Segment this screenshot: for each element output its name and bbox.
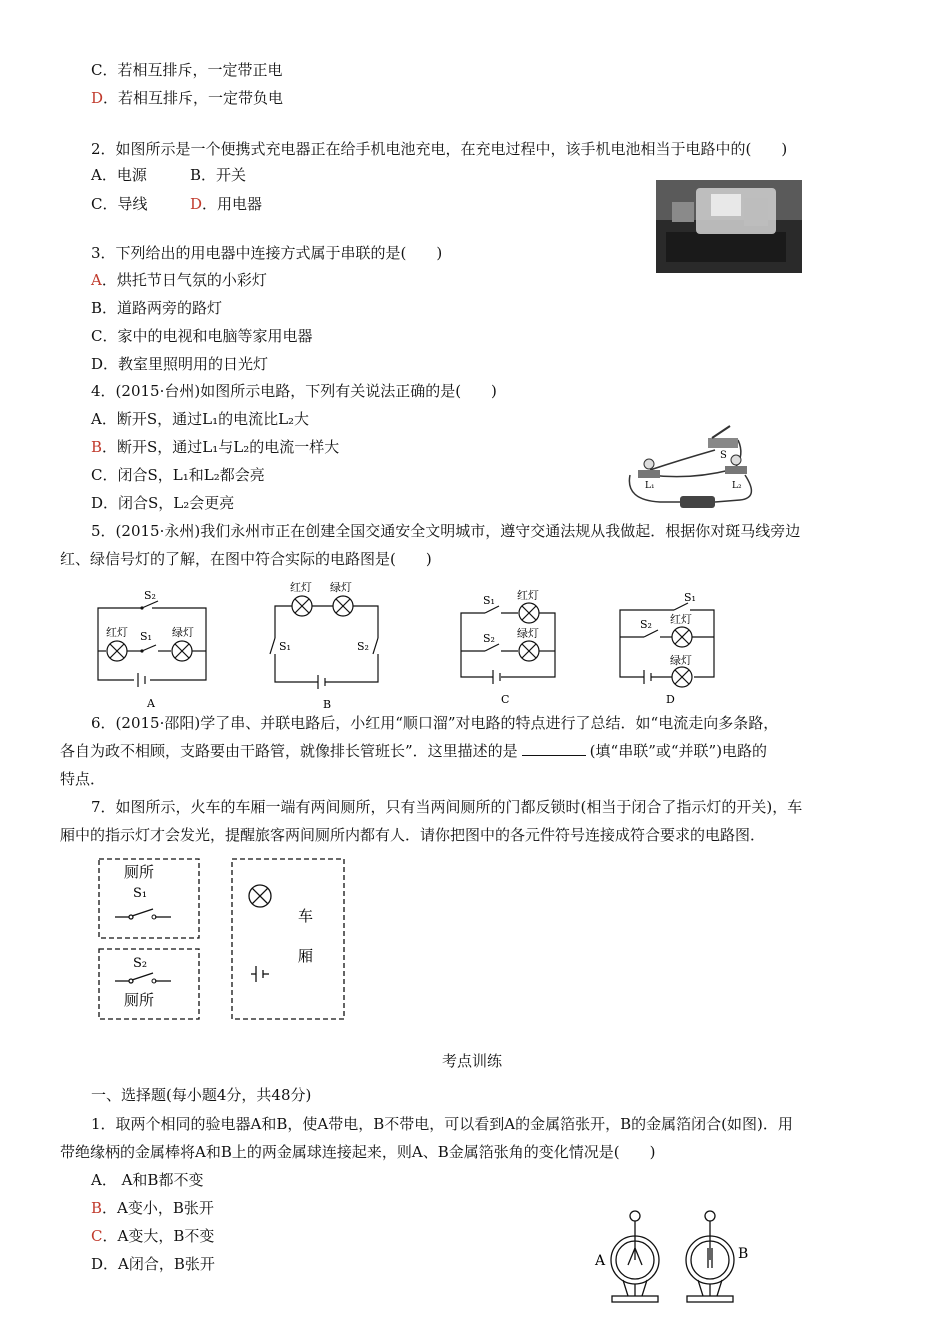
answer-blank[interactable] [522, 741, 586, 756]
question-6-line3: 特点． [60, 770, 106, 788]
carriage-label-2: 厢 [298, 947, 314, 965]
q3-option-d: D．教室里照明用的日光灯 [91, 355, 269, 373]
electroscope-figure [590, 1210, 765, 1310]
answer-letter: C [91, 1227, 103, 1245]
option-label: C [501, 693, 510, 706]
red-lamp-label: 红灯 [290, 581, 312, 594]
s2-label: S₂ [133, 956, 148, 971]
s1-label: S₁ [684, 591, 696, 604]
part-heading: 一、选择题(每小题4分，共48分) [91, 1086, 312, 1104]
green-lamp-label: 绿灯 [172, 626, 194, 639]
q3-option-b: B．道路两旁的路灯 [91, 299, 223, 317]
option-text: ．A变大，B不变 [102, 1227, 215, 1245]
question-7-line1: 7．如图所示，火车的车厢一端有两间厕所，只有当两间厕所的门都反锁时(相当于闭合了指示灯的开关)，车 [91, 798, 803, 816]
q2-option-c: C．导线 [91, 195, 148, 213]
t1-option-c [91, 1226, 214, 1246]
option-text: ．断开S，通过L₁与L₂的电流一样大 [102, 438, 340, 456]
question-5-line1: 5．(2015·永州)我们永州市正在创建全国交通安全文明城市，遵守交通法规从我做起．根据你对斑马线旁边 [91, 522, 801, 540]
s1-label: S₁ [483, 594, 495, 607]
toilet-2-title: 厕所 [124, 991, 155, 1009]
carriage-label-1: 车 [298, 907, 314, 925]
s2-label: S₂ [640, 618, 652, 631]
circuit-b [268, 578, 386, 711]
answer-letter: B [91, 438, 103, 456]
option-text: ．若相互排斥，一定带负电 [103, 89, 284, 107]
answer-letter: D [190, 195, 203, 213]
red-lamp-label: 红灯 [517, 589, 539, 602]
option-c-prev: C．若相互排斥，一定带正电 [91, 61, 283, 79]
t1-option-a: A． A和B都不变 [91, 1171, 204, 1189]
option-text: ．A变小，B张开 [102, 1199, 214, 1217]
circuit-c [455, 585, 565, 707]
q2-option-d [190, 194, 262, 214]
option-text: ．用电器 [202, 195, 263, 213]
question-6-line1: 6．(2015·邵阳)学了串、并联电路后，小红用“顺口溜”对电路的特点进行了总结．如“电流走向多条路， [91, 714, 779, 732]
green-lamp-label: 绿灯 [517, 627, 539, 640]
q4-option-d: D．闭合S，L₂会更亮 [91, 494, 235, 512]
question-6-line2 [60, 741, 767, 761]
q4-option-c: C．闭合S，L₁和L₂都会亮 [91, 466, 265, 484]
t1-option-d: D．A闭合，B张开 [91, 1255, 215, 1273]
electroscope-b-label: B [738, 1246, 749, 1262]
option-label: B [323, 698, 332, 711]
train-toilet-figure [95, 855, 350, 1023]
answer-letter: D [91, 89, 104, 107]
circuit-d [614, 585, 724, 707]
green-lamp-label: 绿灯 [670, 654, 692, 667]
s1-label: S₁ [140, 630, 152, 643]
question-7-line2: 厢中的指示灯才会发光，提醒旅客两间厕所内都有人．请你把图中的各元件符号连接成符合要求的电路图． [60, 826, 766, 844]
s2-label: S₂ [483, 632, 495, 645]
s2-label: S₂ [144, 589, 156, 602]
charger-photo-graphic [656, 180, 802, 273]
question-5-line2: 红、绿信号灯的了解，在图中符合实际的电路图是( ) [60, 550, 432, 568]
toilet-1-title: 厕所 [124, 863, 155, 881]
q3-option-a [91, 270, 267, 290]
section-title: 考点训练 [442, 1052, 503, 1070]
l2-label: L₂ [732, 481, 742, 491]
charger-photo [656, 180, 802, 273]
answer-letter: B [91, 1199, 103, 1217]
q4-circuit-figure [620, 420, 770, 512]
question-4: 4．(2015·台州)如图所示电路，下列有关说法正确的是( ) [91, 382, 497, 400]
question-2: 2．如图所示是一个便携式充电器正在给手机电池充电，在充电过程中，该手机电池相当于电路中的( ) [91, 140, 788, 158]
answer-letter: A [91, 271, 102, 289]
l1-label: L₁ [645, 481, 655, 491]
t1-option-b [91, 1198, 214, 1218]
question-3: 3．下列给出的用电器中连接方式属于串联的是( ) [91, 244, 443, 262]
q2-option-a: A．电源 [91, 166, 147, 184]
q6-text-before-blank: 各自为政不相顾，支路要由干路管，就像排长管班长”．这里描述的是 [60, 742, 518, 760]
q6-text-after-blank: (填“串联”或“并联”)电路的 [589, 742, 768, 760]
green-lamp-label: 绿灯 [330, 581, 352, 594]
training-question-1-line2: 带绝缘柄的金属棒将A和B上的两金属球连接起来，则A、B金属箔张角的变化情况是( ) [60, 1143, 656, 1161]
option-label: D [666, 693, 675, 706]
s1-label: S₁ [133, 886, 148, 901]
red-lamp-label: 红灯 [670, 613, 692, 626]
training-question-1-line1: 1．取两个相同的验电器A和B，使A带电，B不带电，可以看到A的金属箔张开，B的金属箔闭合(如图)．用 [91, 1115, 793, 1133]
q3-option-c: C．家中的电视和电脑等家用电器 [91, 327, 313, 345]
q2-option-b: B．开关 [190, 166, 247, 184]
switch-label: S [720, 450, 727, 461]
s1-label: S₁ [279, 640, 291, 653]
q4-option-b [91, 437, 339, 457]
red-lamp-label: 红灯 [106, 626, 128, 639]
electroscope-a-label: A [595, 1253, 606, 1269]
circuit-a [92, 585, 212, 711]
s2-label: S₂ [357, 640, 369, 653]
q4-option-a: A．断开S，通过L₁的电流比L₂大 [91, 410, 310, 428]
option-label: A [147, 697, 155, 710]
option-d-prev [91, 88, 283, 108]
option-text: ．烘托节日气氛的小彩灯 [101, 271, 267, 289]
